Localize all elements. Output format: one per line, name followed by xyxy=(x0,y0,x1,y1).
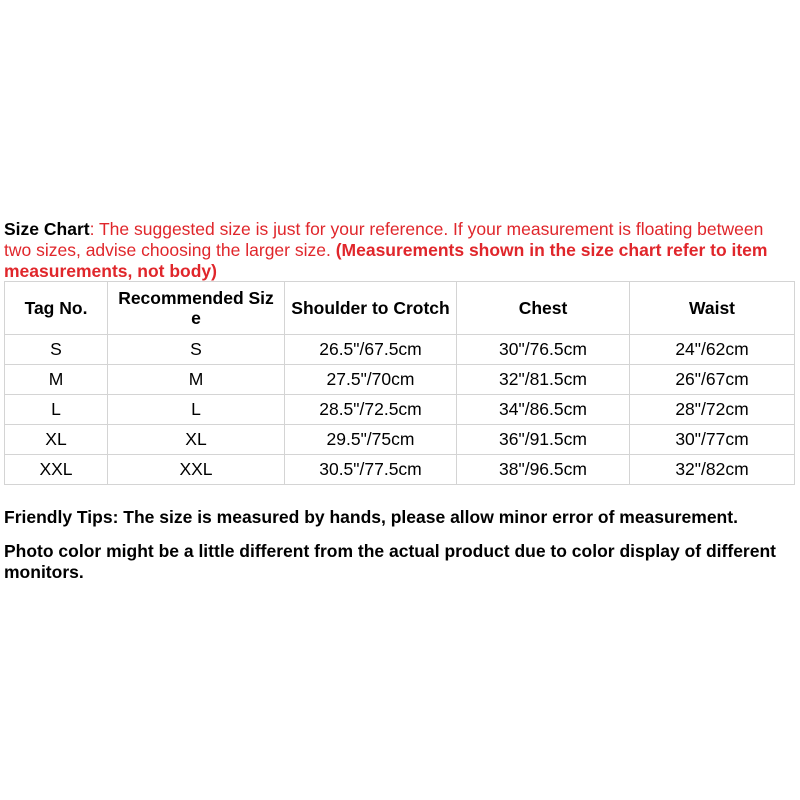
table-row xyxy=(5,365,795,395)
cell-recommended-size: L xyxy=(108,395,285,425)
cell-shoulder-to-crotch: 28.5"/72.5cm xyxy=(285,395,457,425)
cell-recommended-size: S xyxy=(108,335,285,365)
cell-shoulder-to-crotch: 30.5"/77.5cm xyxy=(285,455,457,485)
cell-tag-no: M xyxy=(5,365,108,395)
cell-shoulder-to-crotch: 27.5"/70cm xyxy=(285,365,457,395)
cell-waist: 26"/67cm xyxy=(630,365,795,395)
cell-tag-no: XL xyxy=(5,425,108,455)
cell-waist: 24"/62cm xyxy=(630,335,795,365)
cell-recommended-size: XL xyxy=(108,425,285,455)
cell-tag-no: L xyxy=(5,395,108,425)
cell-chest: 30"/76.5cm xyxy=(457,335,630,365)
cell-waist: 30"/77cm xyxy=(630,425,795,455)
cell-recommended-size: XXL xyxy=(108,455,285,485)
cell-tag-no: XXL xyxy=(5,455,108,485)
measurement-note: (Measurements shown in the size chart refer to item measurements, not body) xyxy=(4,240,768,281)
header-chest: Chest xyxy=(457,282,630,335)
cell-chest: 34"/86.5cm xyxy=(457,395,630,425)
friendly-tips: Friendly Tips: The size is measured by hands, please allow minor error of measurement. xyxy=(4,507,738,527)
table-row xyxy=(5,395,795,425)
cell-chest: 32"/81.5cm xyxy=(457,365,630,395)
table-header-row xyxy=(5,282,795,335)
header-waist: Waist xyxy=(630,282,795,335)
header-tag-no: Tag No. xyxy=(5,282,108,335)
header-shoulder-to-crotch: Shoulder to Crotch xyxy=(285,282,457,335)
header-recommended-size: Recommended Siz e xyxy=(108,282,285,335)
cell-chest: 36"/91.5cm xyxy=(457,425,630,455)
cell-shoulder-to-crotch: 26.5"/67.5cm xyxy=(285,335,457,365)
cell-waist: 32"/82cm xyxy=(630,455,795,485)
size-chart-intro xyxy=(4,219,794,282)
cell-recommended-size: M xyxy=(108,365,285,395)
cell-waist: 28"/72cm xyxy=(630,395,795,425)
cell-shoulder-to-crotch: 29.5"/75cm xyxy=(285,425,457,455)
size-chart-note: : The suggested size is just for your reference. If your measurement is floating between two sizes, advise choosing the larger size. xyxy=(4,219,764,260)
cell-chest: 38"/96.5cm xyxy=(457,455,630,485)
size-table xyxy=(4,281,795,485)
table-row xyxy=(5,335,795,365)
photo-color-note: Photo color might be a little different from the actual product due to color display of different monitors. xyxy=(4,541,776,582)
size-chart-label: Size Chart xyxy=(4,219,90,239)
cell-tag-no: S xyxy=(5,335,108,365)
table-row xyxy=(5,455,795,485)
table-row xyxy=(5,425,795,455)
